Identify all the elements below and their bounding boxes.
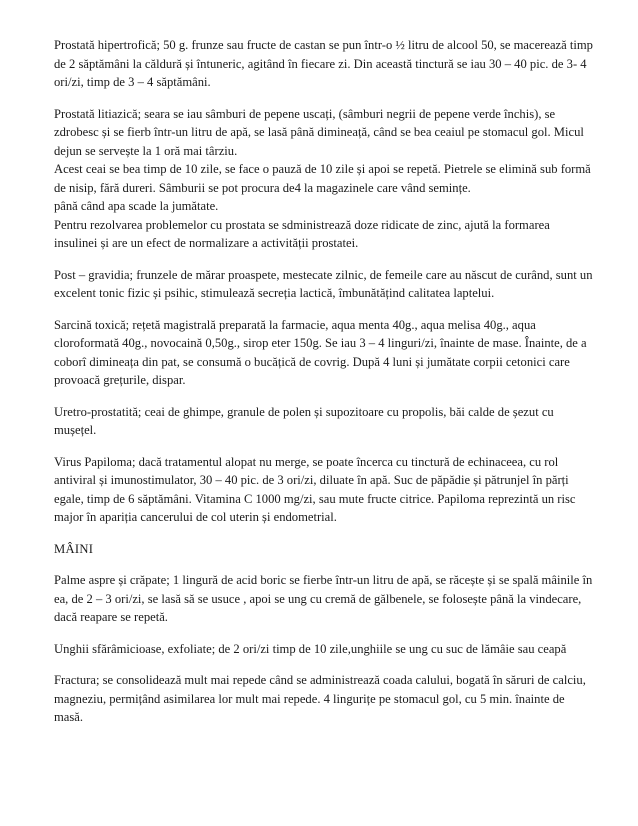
- paragraph-sarcina-toxica: [54, 316, 594, 390]
- paragraph-text: Post – gravidia; frunzele de mărar proaspete, mestecate zilnic, de femeile care au născut de curând, sunt un excelent tonic fizic și psihic, stimulează secreția lactică, îmbunătățind calitatea laptelui.: [54, 267, 593, 300]
- paragraph-text: Uretro-prostatită; ceai de ghimpe, granule de polen și supozitoare cu propolis, băi calde de șezut cu mușețel.: [54, 404, 554, 437]
- paragraph-unghii: [54, 640, 594, 659]
- paragraph-post-gravidia: [54, 266, 594, 303]
- paragraph-prostata-litiazica: [54, 105, 594, 253]
- paragraph-fractura: [54, 671, 594, 727]
- document-page: [54, 36, 594, 740]
- paragraph-prostata-hipertrofica: [54, 36, 594, 92]
- paragraph-text: Palme aspre și crăpate; 1 lingură de acid boric se fierbe într-un litru de apă, se răcește și se spală mâinile în ea, de 2 – 3 ori/zi, se lasă să se usuce , apoi se ung cu cremă de gălbenele, se folosește până la vindecare, dacă reapare se repetă.: [54, 573, 593, 624]
- paragraph-text: până când apa scade la jumătate.: [54, 199, 219, 213]
- paragraph-text: Virus Papiloma; dacă tratamentul alopat nu merge, se poate încerca cu tinctură de echinaceea, cu rol antiviral și imunostimulator, 30 – 40 pic. de 3 ori/zi, diluate în apă. Suc de păpădie și pătrunjel în părți egale, timp de 6 săptămâni. Vitamina C 1000 mg/zi, sau mute fructe citrice. Papiloma reprezintă un risc major în apariția cancerului de col uterin și endometrial.: [54, 454, 576, 524]
- paragraph-text: Sarcină toxică; rețetă magistrală preparată la farmacie, aqua menta 40g., aqua melisa 40g., aqua cloroformată 40g., novocaină 0,50g., sirop eter 150g. Se iau 3 – 4 linguri/zi, înainte de mase. Înainte, de a coborî dimineața din pat, se consumă o bucățică de covrig. După 4 luni și jumătate corpii cetonici care provoacă grețurile, dispar.: [54, 317, 587, 387]
- paragraph-text: Acest ceai se bea timp de 10 zile, se face o pauză de 10 zile și apoi se repetă. Pietrele se elimină sub formă de nisip, fără dureri. Sâmburii se pot procura de4 la magazinele care vând semințe.: [54, 162, 591, 195]
- paragraph-text: Unghii sfărâmicioase, exfoliate; de 2 ori/zi timp de 10 zile,unghiile se ung cu suc de lămâie sau ceapă: [54, 641, 567, 656]
- paragraph-uretro-prostatita: [54, 403, 594, 440]
- paragraph-virus-papiloma: [54, 453, 594, 527]
- paragraph-text: Prostată hipertrofică; 50 g. frunze sau fructe de castan se pun într-o ½ litru de alcool 50, se macerează timp de 2 săptămâni la căldură și întuneric, agitând în fiecare zi. Din această tinctură se iau 30 – 40 pic. de 3- 4 ori/zi, timp de 3 – 4 săptămâni.: [54, 38, 593, 89]
- paragraph-text: Fractura; se consolidează mult mai repede când se administrează coada calului, bogată în săruri de calciu, magneziu, permițând asimilarea lor mult mai repede. 4 lingurițe pe stomacul gol, cu 5 min. înainte de masă.: [54, 673, 586, 724]
- paragraph-palme-aspre: [54, 571, 594, 627]
- section-heading: MÂINI: [54, 541, 94, 556]
- paragraph-text: Pentru rezolvarea problemelor cu prostata se sdministrează doze ridicate de zinc, ajută la formarea insulinei și are un efect de normalizare a activității prostatei.: [54, 217, 550, 250]
- paragraph-text: Prostată litiazică; seara se iau sâmburi de pepene uscați, (sâmburi negrii de pepene verde închis), se zdrobesc și se fierb într-un litru de apă, se lasă până dimineață, când se bea ceaiul pe stomacul gol. Micul dejun se servește la 1 oră mai târziu.: [54, 106, 584, 158]
